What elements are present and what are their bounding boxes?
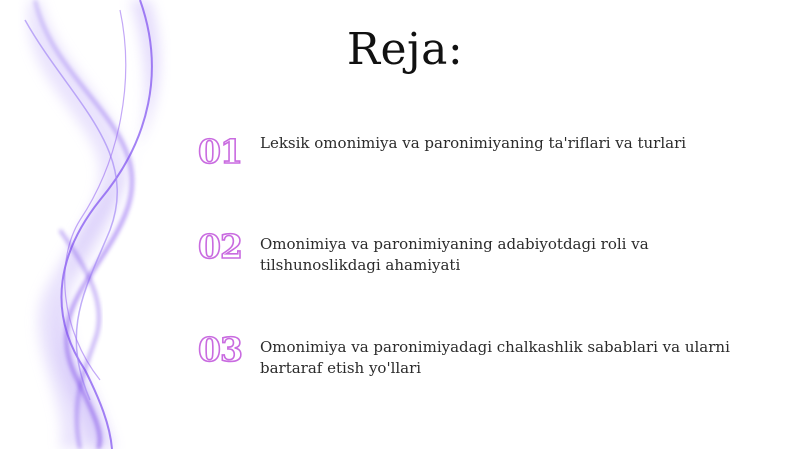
item-text: Omonimiya va paronimiyaning adabiyotdagi roli va tilshunoslikdagi ahamiyati xyxy=(260,235,649,274)
item-text: Omonimiya va paronimiyadagi chalkashlik sabablari va ularni bartaraf etish yo'llari xyxy=(260,338,730,377)
item-number: 02 xyxy=(198,227,242,266)
slide-title: Reja: xyxy=(346,24,464,75)
purple-smoke-decoration xyxy=(0,0,200,449)
item-number: 03 xyxy=(198,330,242,369)
item-number: 01 xyxy=(198,132,242,171)
item-text: Leksik omonimiya va paronimiyaning ta'riflari va turlari xyxy=(260,134,687,152)
